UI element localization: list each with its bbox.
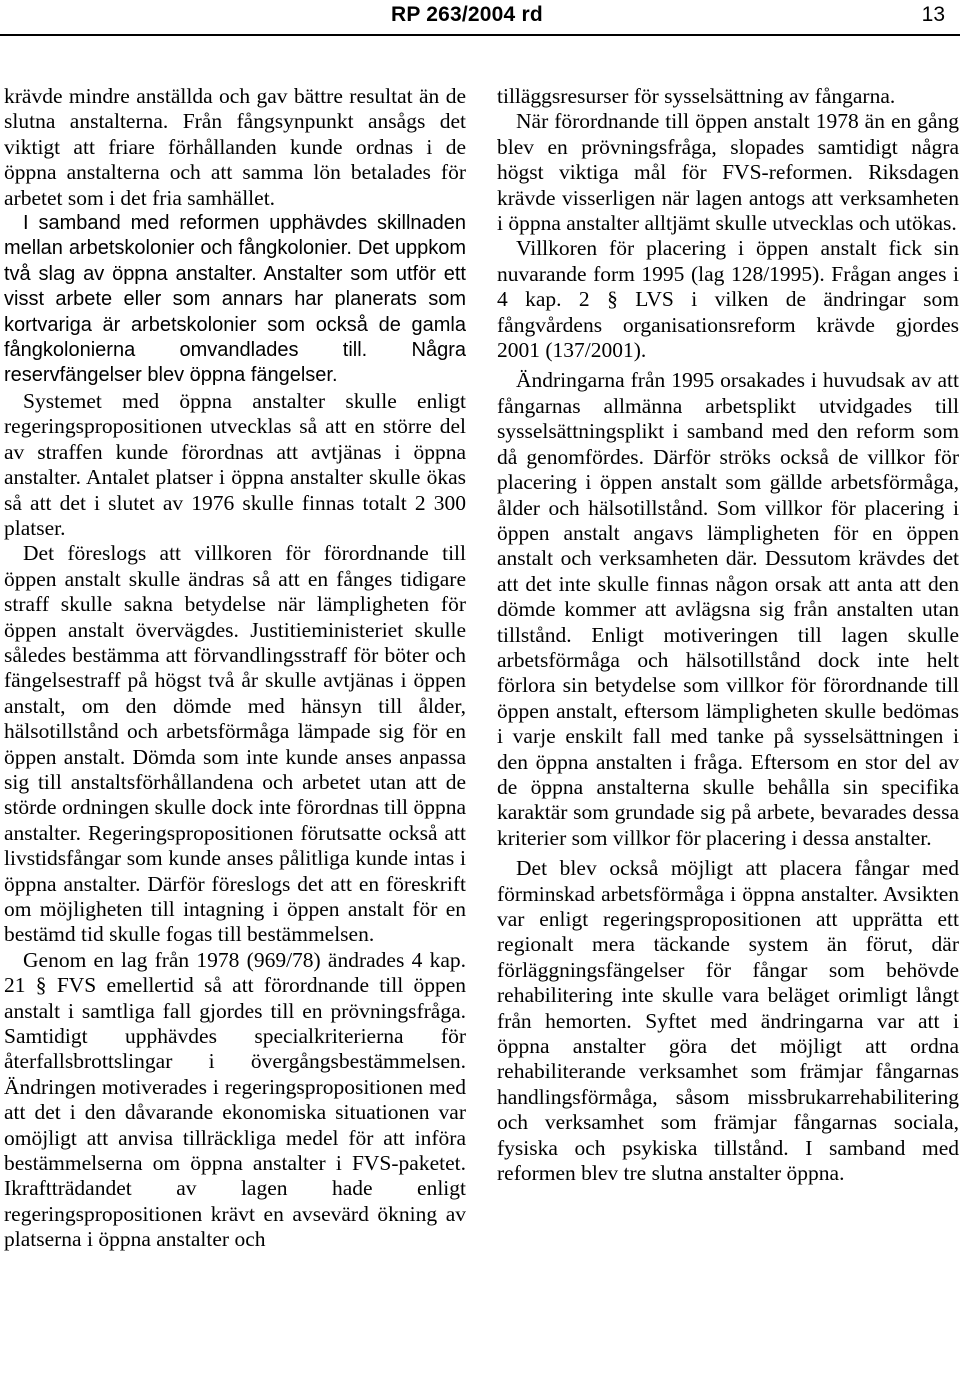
left-column (4, 84, 466, 1253)
paragraph: krävde mindre anställda och gav bättre resultat än de slutna anstalterna. Från fångsynpunkt ansågs det viktigt att friare förhållanden kunde ordnas i de öppna anstalterna och att samma lön betalades för arbetet som i det fria samhället. (4, 84, 466, 210)
paragraph: tilläggsresurser för sysselsättning av fångarna. (497, 84, 896, 108)
page-header (0, 0, 960, 40)
header-rule (0, 34, 960, 36)
paragraph: Genom en lag från 1978 (969/78) ändrades 4 kap. 21 § FVS emellertid så att förordnande till öppen anstalt i samtliga fall gjordes till en prövningsfråga. Samtidigt upphävdes specialkriterierna för återfallsbrottslingar i övergångsbestämmelsen. Ändringen motiverades i regeringspropositionen med att det i den dåvarande ekonomiska situationen var omöjligt att anvisa tillräckliga medel för att införa bestämmelserna om öppna anstalter i FVS-paketet. Ikraftträdandet av lagen hade enligt regeringspropositionen krävt en avsevärd ökning av platserna i öppna anstalter och (4, 947, 466, 1252)
paragraph: Ändringarna från 1995 orsakades i huvudsak av att fångarnas allmänna arbetsplikt utvidgades till sysselsättningsplikt i samband med den reform som då genomfördes. Därför ströks också de villkor för placering i öppen anstalt som gällde arbetsförmåga, ålder och hälsotillstånd. Som villkor för placering i öppen anstalt angavs lämpligheten för en öppen anstalt och verksamheten där. Dessutom krävdes det att det inte skulle finnas någon orsak att anta att den dömde kommer att avlägsna sig från anstalten utan tillstånd. Enligt motiveringen till lagen skulle arbetsförmåga och hälsotillstånd dock inte helt förlora sin betydelse som villkor för förordnande till öppen anstalt, eftersom lämpligheten skulle bedömas i varje enskilt fall med tanke på sysselsättningen i den öppna anstalten i fråga. Eftersom en stor del av de öppna anstalterna skulle behålla sin specifika karaktär som grundade sig på arbete, bevarades dessa kriterier som villkor för placering i dessa anstalter. (497, 368, 959, 850)
paragraph: Det blev också möjligt att placera fångar med förminskad arbetsförmåga i öppna anstalter. Avsikten var enligt regeringspropositionen att upprätta ett regionalt mera täckande system än förut, där förläggningsfängelser för fångar som behövde rehabilitering inte skulle vara beläget orimligt långt från hemorten. Syftet med ändringarna var att i öppna anstalter göra det möjligt att ordna rehabiliterande verksamhet som främjar fångarnas handlingsförmåga, såsom missbrukarrehabilitering och verksamhet som främjar fångarnas sociala, fysiska och psykiska tillstånd. I samband med reformen blev tre slutna anstalter öppna. (497, 856, 959, 1186)
right-column (497, 84, 959, 1186)
paragraph: I samband med reformen upphävdes skillnaden mellan arbetskolonier och fångkolonier. Det uppkom två slag av öppna anstalter. Anstalter som utför ett visst arbete eller som annars har planerats som kortvariga är arbetskolonier som också de gamla fångkolonierna omvandlades till. Några reservfängelser blev öppna fängelser. (4, 212, 466, 387)
paragraph: Det föreslogs att villkoren för förordnande till öppen anstalt skulle ändras så att en fånges tidigare straff skulle sakna betydelse när lämpligheten för öppen anstalt övervägdes. Justitieministeriet skulle således bestämma att förvandlingsstraff för böter och fängelsestraff på högst två år skulle avtjänas i öppen anstalt, om den dömde med hänsyn till ålder, hälsotillstånd och arbetsförmåga lämpade sig för en öppen anstalt. Dömda som inte kunde anses anpassa sig till anstaltsförhållandena och arbetet utan att de störde ordningen skulle dock inte förordnas till öppna anstalter. Regeringspropositionen förutsatte också att livstidsfångar som kunde anses pålitliga kunde intas i öppna anstalter. Därför föreslogs det att en föreskrift om möjligheten till intagning i öppen anstalt för en bestämd tid skulle fogas till bestämmelsen. (4, 541, 466, 947)
paragraph: När förordnande till öppen anstalt 1978 än en gång blev en prövningsfråga, slopades samtidigt några högst viktiga mål för FVS-reformen. Riksdagen krävde visserligen när lagen antogs att verksamheten i öppna anstalter alltjämt skulle utvecklas och utökas. (497, 109, 959, 236)
paragraph: Systemet med öppna anstalter skulle enligt regeringspropositionen utvecklas så att en större del av straffen kunde förordnas att avtjänas i öppna anstalter. Antalet platser i öppna anstalter skulle ökas så att det i slutet av 1976 skulle finnas totalt 2 300 platser. (4, 388, 466, 540)
document-reference: RP 263/2004 rd (391, 3, 543, 26)
page-number: 13 (921, 3, 945, 26)
paragraph: Villkoren för placering i öppen anstalt fick sin nuvarande form 1995 (lag 128/1995). Frågan anges i 4 kap. 2 § LVS i vilken de ändringar som fångvårdens organisationsreform krävde gjordes 2001 (137/2001). (497, 236, 959, 363)
